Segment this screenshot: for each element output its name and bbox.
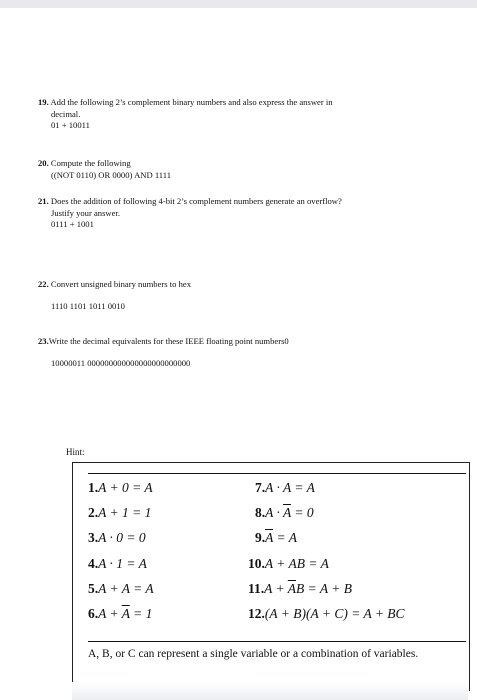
question-expression: 01 + 10011 — [51, 120, 90, 130]
identity-1: 1.A + 0 = A — [88, 480, 153, 495]
question-text-cont: decimal. — [51, 108, 81, 119]
identity-5: 5.A + A = A — [88, 581, 154, 596]
question-text: Add the following 2’s complement binary numbers and also express the answer in — [50, 97, 333, 107]
question-19 — [38, 97, 333, 132]
question-expression: ((NOT 0110) OR 0000) AND 1111 — [51, 169, 172, 180]
identity-3: 3.A · 0 = 0 — [88, 530, 146, 545]
question-22-expression: 1110 1101 1011 0010 — [51, 301, 125, 311]
question-text: Convert unsigned binary numbers to hex — [50, 279, 192, 289]
question-22 — [38, 279, 191, 291]
identity-6: $6.A + \overline{A} = 1$ — [88, 606, 153, 621]
identity-11: $11.A + \overline{A}B = A + B$ — [248, 581, 352, 596]
top-bar — [0, 0, 477, 8]
question-text: Write the decimal equivalents for these IEEE floating point numbers0 — [48, 336, 289, 346]
identity-12: 12.(A + B)(A + C) = A + BC — [248, 606, 405, 621]
question-number: 23. — [38, 336, 49, 346]
identity-4: 4.A · 1 = A — [88, 556, 147, 571]
question-text: Compute the following — [50, 158, 131, 168]
question-20 — [38, 158, 171, 181]
hint-label: Hint: — [66, 447, 85, 457]
question-number: 21. — [38, 196, 49, 206]
question-text: Does the addition of following 4-bit 2’s complement numbers generate an overflow? — [50, 196, 342, 206]
question-21 — [38, 196, 342, 231]
question-expression: 0111 + 1001 — [51, 219, 94, 229]
identity-10: 10.A + AB = A — [248, 556, 329, 571]
hint-footnote: A, B, or C can represent a single variable or a combination of variables. — [88, 648, 419, 660]
question-number: 20. — [38, 158, 49, 168]
question-23-expression: 10000011 000000000000000000000000 — [51, 358, 191, 368]
bottom-edge — [72, 682, 468, 700]
question-number: 22. — [38, 279, 49, 289]
question-23 — [38, 336, 289, 348]
question-text-cont: Justify your answer. — [51, 207, 120, 218]
identity-9: $9.\overline{A} = A$ — [255, 530, 298, 545]
identity-7: 7.A · A = A — [255, 480, 315, 495]
hint-top-rule — [88, 473, 466, 474]
question-number: 19. — [38, 97, 49, 107]
identity-2: 2.A + 1 = 1 — [88, 505, 152, 520]
identity-8: $8.A \cdot \overline{A} = 0$ — [255, 505, 314, 520]
hint-footer-rule — [88, 641, 466, 642]
